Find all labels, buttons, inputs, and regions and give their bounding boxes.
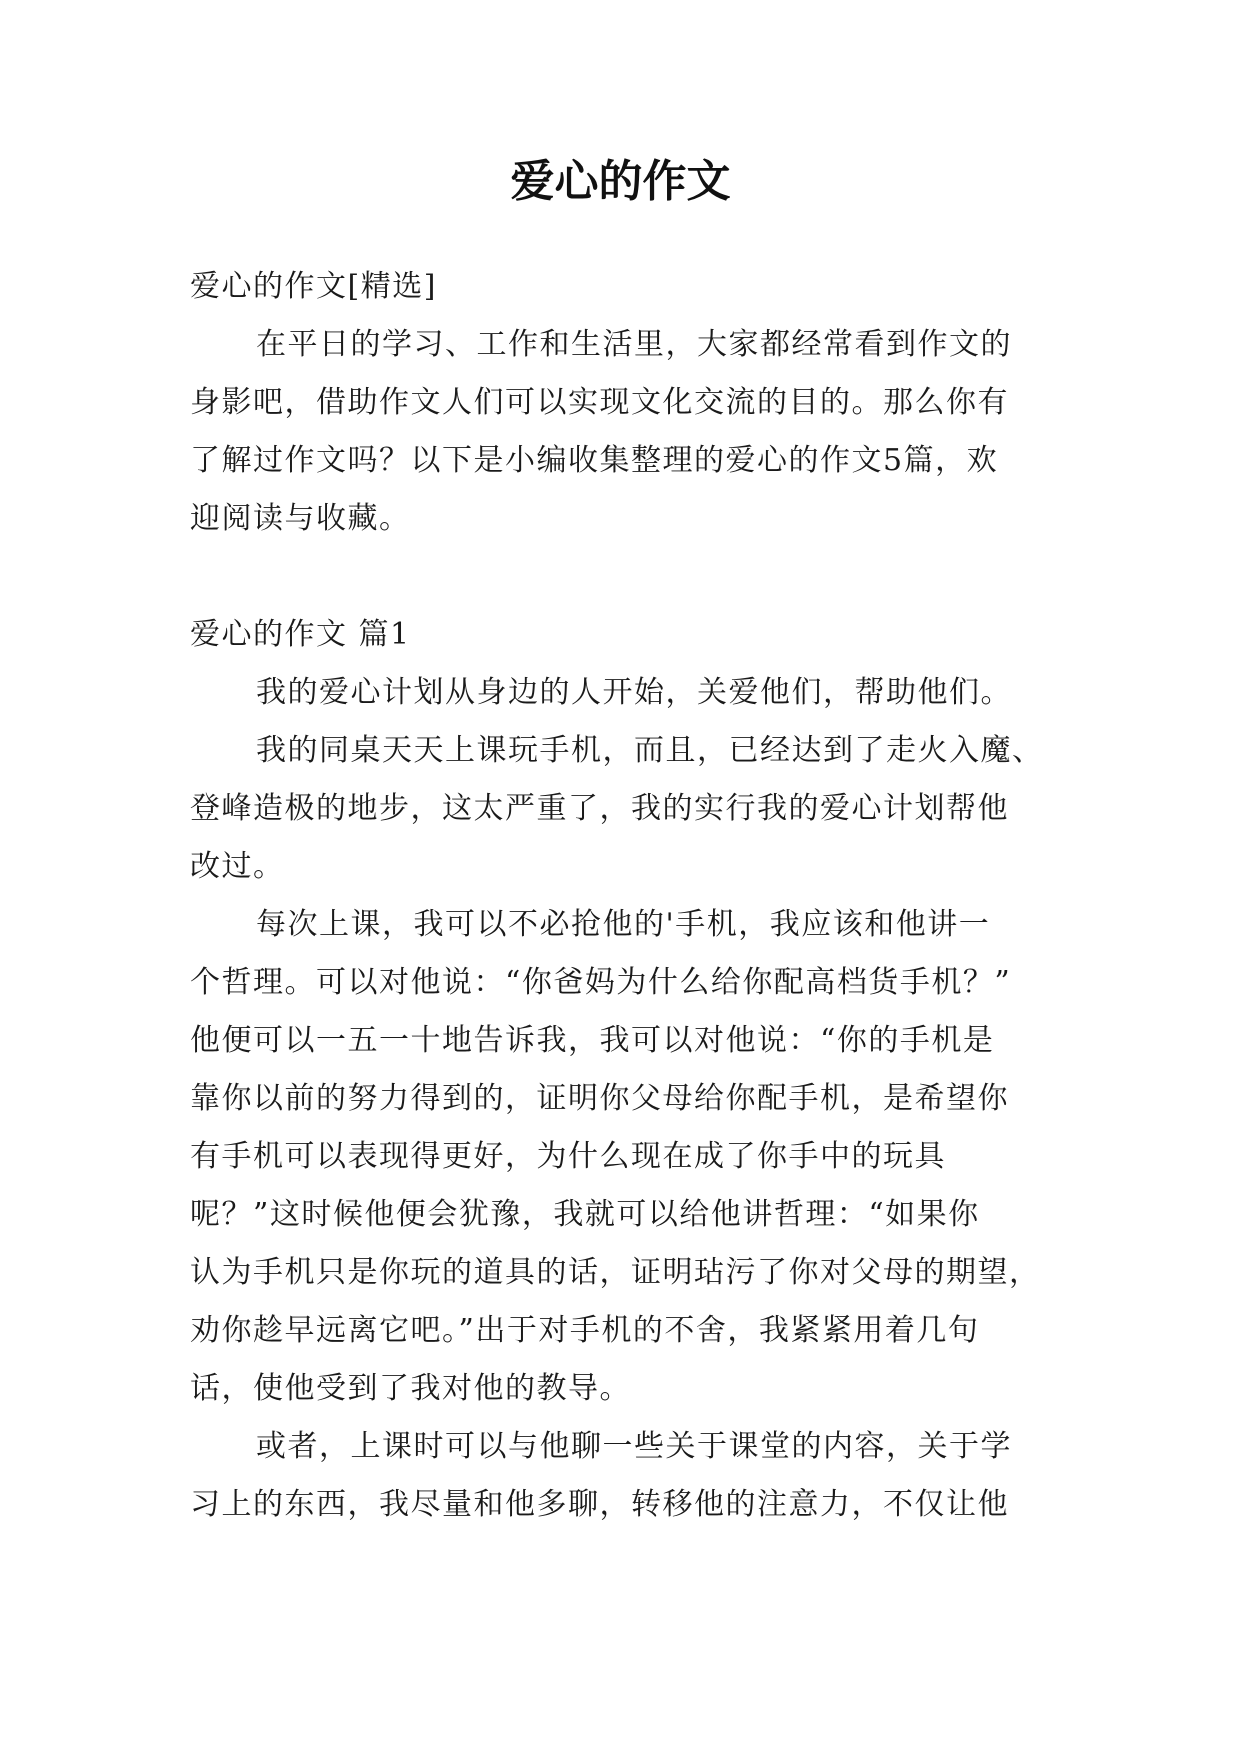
paragraph-line: 他便可以一五一十地告诉我，我可以对他说：“你的手机是 [190,1023,995,1058]
intro-line: 在平日的学习、工作和生活里，大家都经常看到作文的 [256,327,1012,362]
document-title: 爱心的作文 [510,156,731,207]
paragraph-line: 或者，上课时可以与他聊一些关于课堂的内容，关于学 [256,1429,1012,1464]
intro-paragraph [190,316,1050,548]
section-heading: 爱心的作文 篇1 [190,617,411,652]
paragraph-2 [190,722,1050,896]
paragraph-line: 我的同桌天天上课玩手机，而且，已经达到了走火入魔、 [256,733,1044,768]
document-body [190,258,1050,1534]
paragraph-line: 习上的东西，我尽量和他多聊，转移他的注意力，不仅让他 [190,1487,1009,1522]
paragraph-line: 每次上课，我可以不必抢他的'手机，我应该和他讲一 [256,907,991,942]
paragraph-line: 劝你趁早远离它吧。”出于对手机的不舍，我紧紧用着几句 [190,1313,980,1348]
paragraph-3 [190,896,1050,1418]
subtitle: 爱心的作文[精选] [190,269,437,304]
paragraph-line: 登峰造极的地步，这太严重了，我的实行我的爱心计划帮他 [190,791,1009,826]
paragraph-line: 我的爱心计划从身边的人开始，关爱他们，帮助他们。 [256,675,1012,710]
paragraph-line: 靠你以前的努力得到的，证明你父母给你配手机，是希望你 [190,1081,1009,1116]
paragraph-gap [190,548,1050,606]
intro-line: 了解过作文吗？以下是小编收集整理的爱心的作文5篇，欢 [190,443,999,478]
paragraph-line: 改过。 [190,849,285,884]
paragraph-line: 认为手机只是你玩的道具的话，证明玷污了你对父母的期望， [190,1255,1041,1290]
intro-line: 身影吧，借助作文人们可以实现文化交流的目的。那么你有 [190,385,1009,420]
paragraph-line: 呢？”这时候他便会犹豫，我就可以给他讲哲理：“如果你 [190,1197,980,1232]
intro-line: 迎阅读与收藏。 [190,501,411,536]
paragraph-line: 个哲理。可以对他说：“你爸妈为什么给你配高档货手机？” [190,965,1012,1000]
paragraph-4 [190,1418,1050,1534]
paragraph-line: 有手机可以表现得更好，为什么现在成了你手中的玩具 [190,1139,946,1174]
paragraph-1 [190,664,1050,722]
paragraph-line: 话，使他受到了我对他的教导。 [190,1371,631,1406]
